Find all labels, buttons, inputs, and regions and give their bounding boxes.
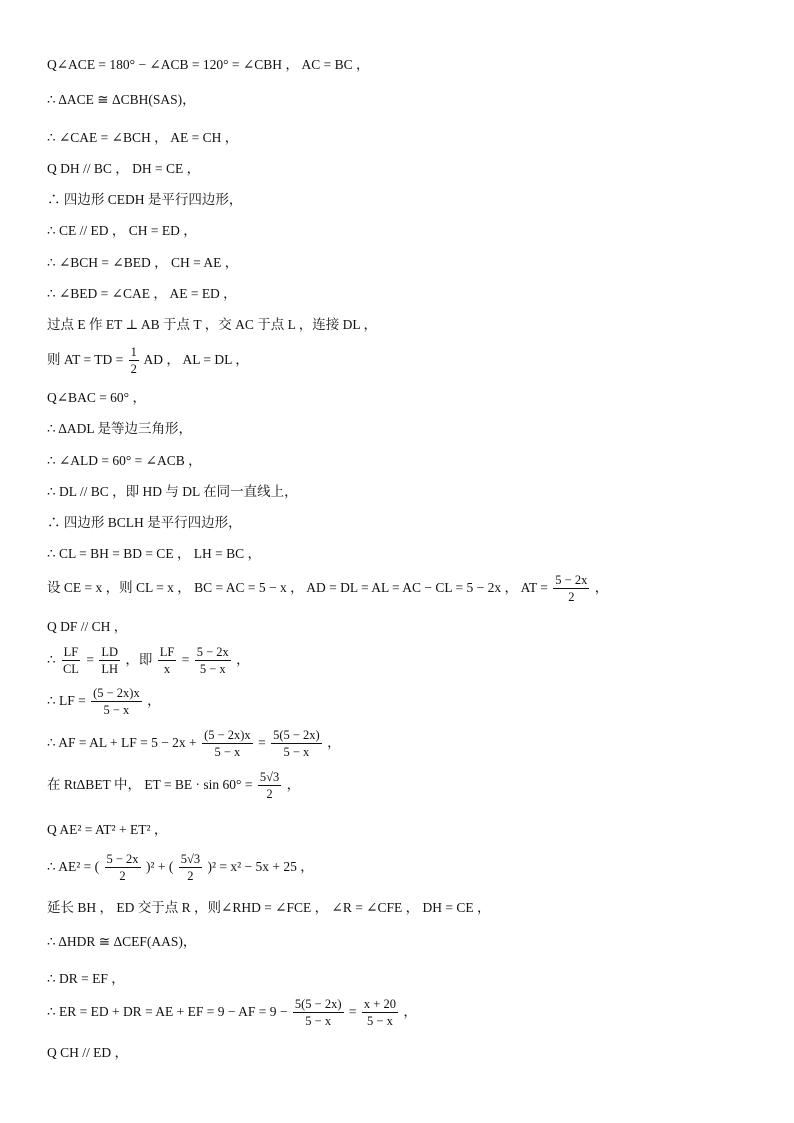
line-text: ， — [236, 651, 250, 667]
fraction-denominator: 2 — [187, 869, 194, 884]
proof-line-6: ∴ CE // ED ， CH = ED ， — [47, 223, 197, 238]
proof-line-20 — [47, 686, 161, 718]
proof-line-22 — [47, 770, 300, 802]
fraction-denominator: LH — [101, 662, 118, 677]
fraction-numerator: x + 20 — [362, 997, 398, 1013]
line-text: = — [258, 734, 266, 750]
line-text: ∴ AE² = ( — [47, 858, 100, 874]
fraction — [129, 345, 139, 377]
proof-line-14: ∴ DL // BC ，即 HD 与 DL 在同一直线上， — [47, 484, 298, 499]
proof-line-23: Q AE² = AT² + ET² ， — [47, 822, 168, 837]
fraction — [179, 852, 202, 884]
line-text: )² = x² − 5x + 25 ， — [207, 858, 314, 874]
fraction-numerator: 5√3 — [179, 852, 202, 868]
fraction — [362, 997, 398, 1029]
fraction — [99, 645, 120, 677]
fraction — [61, 645, 81, 677]
proof-line-28 — [47, 997, 417, 1029]
fraction — [293, 997, 344, 1029]
line-text: )² + ( — [145, 858, 174, 874]
proof-line-11: Q∠BAC = 60° ， — [47, 390, 146, 405]
fraction-numerator: 1 — [129, 345, 139, 361]
fraction-denominator: 2 — [130, 362, 137, 377]
proof-line-12: ∴ ΔADL 是等边三角形， — [47, 421, 193, 436]
proof-line-1: Q∠ACE = 180° − ∠ACB = 120° = ∠CBH ， AC = BC ， — [47, 57, 370, 72]
fraction-numerator: LD — [99, 645, 120, 661]
proof-line-3: ∴ ∠CAE = ∠BCH ， AE = CH ， — [47, 130, 239, 145]
line-text: ∴ AF = AL + LF = 5 − 2x + — [47, 734, 197, 750]
fraction-denominator: 5 − x — [214, 745, 241, 760]
proof-line-16: ∴ CL = BH = BD = CE ， LH = BC ， — [47, 546, 262, 561]
fraction-numerator: LF — [158, 645, 177, 661]
line-text: ， — [327, 734, 341, 750]
proof-line-27: ∴ DR = EF ， — [47, 971, 125, 986]
line-text: = — [348, 1003, 357, 1019]
proof-line-24 — [47, 852, 314, 884]
fraction-numerator: 5 − 2x — [553, 573, 589, 589]
line-text: ∴ ER = ED + DR = AE + EF = 9 − AF = 9 − — [47, 1003, 288, 1019]
proof-line-26: ∴ ΔHDR ≅ ΔCEF(AAS)， — [47, 934, 197, 949]
fraction-denominator: 5 − x — [283, 745, 310, 760]
proof-line-2: ∴ ΔACE ≅ ΔCBH(SAS)， — [47, 92, 196, 107]
line-text: = — [181, 651, 190, 667]
fraction-denominator: 5 − x — [199, 662, 226, 677]
fraction-numerator: 5√3 — [258, 770, 281, 786]
fraction-numerator: (5 − 2x)x — [91, 686, 142, 702]
proof-line-4: Q DH // BC ， DH = CE ， — [47, 161, 201, 176]
line-text: AD ， AL = DL ， — [143, 351, 249, 367]
proof-line-17 — [47, 573, 608, 605]
fraction-numerator: 5(5 − 2x) — [271, 728, 322, 744]
line-text: ， — [594, 579, 609, 595]
fraction-denominator: 2 — [568, 590, 575, 605]
fraction-numerator: (5 − 2x)x — [202, 728, 253, 744]
fraction — [258, 770, 281, 802]
line-text: ∴ — [47, 651, 56, 667]
fraction-denominator: 5 − x — [103, 703, 130, 718]
fraction — [195, 645, 231, 677]
fraction-denominator: CL — [62, 662, 79, 677]
fraction-numerator: 5 − 2x — [105, 852, 141, 868]
fraction — [91, 686, 142, 718]
fraction — [105, 852, 141, 884]
proof-line-8: ∴ ∠BED = ∠CAE ， AE = ED ， — [47, 286, 237, 301]
fraction-denominator: x — [163, 662, 171, 677]
proof-line-25: 延长 BH ， ED 交于点 R ，则∠RHD = ∠FCE ， ∠R = ∠CFE ， DH = CE ， — [47, 900, 491, 915]
fraction — [553, 573, 589, 605]
line-text: = — [86, 651, 94, 667]
line-text: ， — [403, 1003, 417, 1019]
line-text: 设 CE = x ，则 CL = x ， BC = AC = 5 − x ， AD = DL = AL = AC − CL = 5 − 2x ， AT = — [47, 579, 548, 595]
fraction-numerator: 5 − 2x — [195, 645, 231, 661]
fraction-denominator: 2 — [266, 787, 273, 802]
line-text: ∴ LF = — [47, 692, 86, 708]
line-text: 则 AT = TD = — [47, 351, 124, 367]
proof-line-9: 过点 E 作 ET ⊥ AB 于点 T ，交 AC 于点 L ，连接 DL ， — [47, 317, 377, 332]
proof-line-13: ∴ ∠ALD = 60° = ∠ACB ， — [47, 453, 202, 468]
proof-line-15: ∴ 四边形 BCLH 是平行四边形， — [47, 515, 242, 530]
fraction-denominator: 5 − x — [305, 1014, 332, 1029]
fraction-denominator: 5 − x — [367, 1014, 393, 1029]
proof-line-5: ∴ 四边形 CEDH 是平行四边形， — [47, 192, 243, 207]
proof-line-29: Q CH // ED ， — [47, 1045, 128, 1060]
line-text: ，即 — [125, 651, 153, 667]
fraction — [271, 728, 322, 760]
line-text: 在 RtΔBET 中， ET = BE · sin 60° = — [47, 776, 253, 792]
proof-line-21 — [47, 728, 341, 760]
fraction — [202, 728, 253, 760]
proof-line-18: Q DF // CH ， — [47, 619, 128, 634]
proof-line-7: ∴ ∠BCH = ∠BED ， CH = AE ， — [47, 255, 239, 270]
fraction-denominator: 2 — [119, 869, 126, 884]
proof-line-19 — [47, 645, 250, 677]
proof-line-10 — [47, 345, 249, 377]
fraction-numerator: 5(5 − 2x) — [293, 997, 344, 1013]
line-text: ， — [147, 692, 161, 708]
line-text: ， — [286, 776, 301, 792]
fraction — [158, 645, 177, 677]
fraction-numerator: LF — [62, 645, 81, 661]
